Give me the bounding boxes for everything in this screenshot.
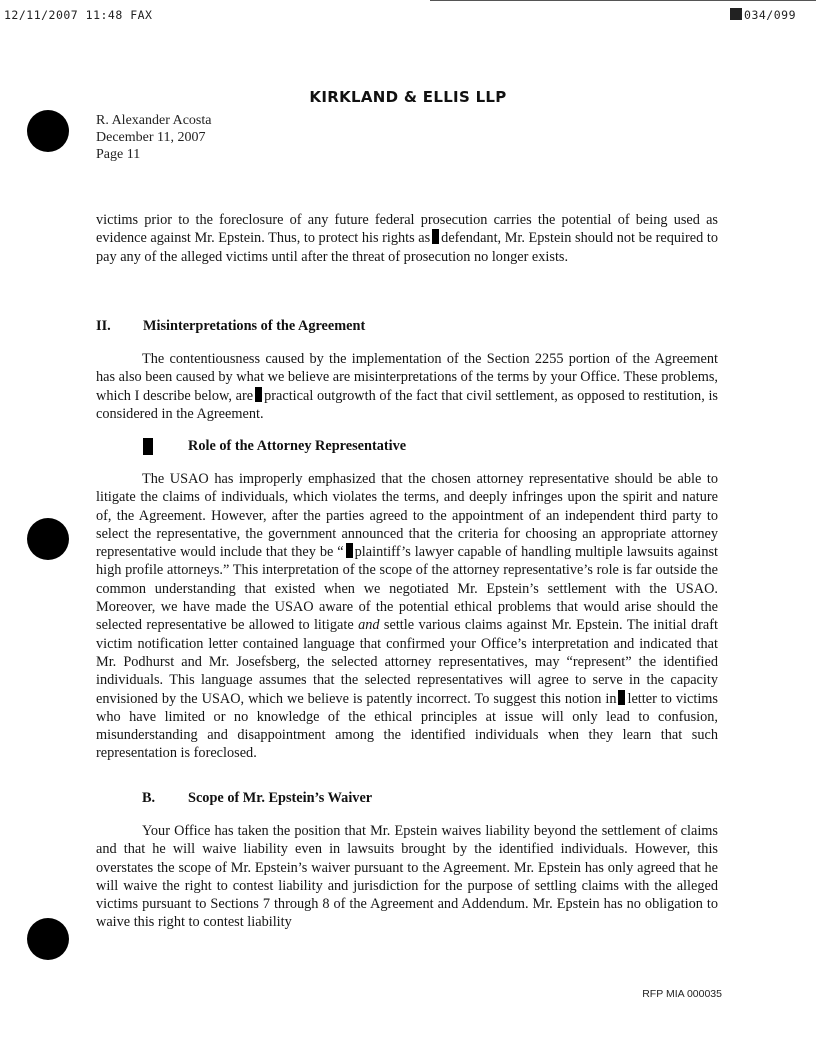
paragraph-text: plaintiff’s lawyer capable of handling multiple lawsuits against high profile attorneys.” This interpretation of the scope of the attorney representative’s role is far outside the common understanding that existed when we negotiated Mr. Epstein’s settlement with the USAO. Moreover, we have made the USAO aware of the potential ethical problems that would arise should the selected representative be allowed to litigate (96, 544, 718, 634)
section-heading-ii (96, 318, 696, 336)
fax-top-rule (430, 0, 816, 1)
subsection-number: B. (142, 790, 156, 806)
redaction-bar (255, 387, 262, 402)
address-block (96, 112, 211, 163)
section-number: II. (96, 318, 111, 334)
paragraph-text: The contentiousness caused by the implementation of the Section 2255 portion of the Agreement has also been caused by what we believe are misinterpretations of the terms by your Office. These problems, which I describe below, are (96, 351, 718, 404)
punch-hole-bottom (27, 918, 69, 960)
paragraph-continuation (96, 211, 718, 266)
recipient-name: R. Alexander Acosta (96, 113, 212, 128)
firm-letterhead: KIRKLAND & ELLIS LLP (309, 88, 507, 106)
page-number: Page 11 (96, 147, 141, 162)
fax-datetime: 12/11/2007 11:48 FAX (4, 8, 153, 22)
paragraph-text: The USAO has improperly emphasized that the chosen attorney representative should be able to litigate the claims of individuals, which violates the terms, and deeply infringes upon the spirit and nature of, the Agreement. However, after the parties agreed to the appointment of an independent third party to select the representative, the government announced that the criteria for choosing an appropriate attorney representative would include that they be “ (96, 471, 718, 561)
fax-page-count: 034/099 (730, 8, 796, 22)
redaction-bar (346, 543, 353, 558)
subsection-title: Scope of Mr. Epstein’s Waiver (188, 790, 373, 806)
punch-hole-middle (27, 518, 69, 560)
redaction-bar (618, 690, 625, 705)
redacted-subsection-letter (143, 438, 153, 455)
paragraph-text: letter to victims who have limited or no knowledge of the ethical principles at issue will only lead to confusion, misunderstanding and disappointment among the identified individuals when they learn that such representation is foreclosed. (96, 690, 718, 762)
paragraph-text: practical outgrowth of the fact that civil settlement, as opposed to restitution, is considered in the Agreement. (96, 387, 718, 422)
paragraph-attorney-representative (96, 470, 718, 763)
letter-date: December 11, 2007 (96, 130, 206, 145)
paragraph-text: settle various claims against Mr. Epstein. The initial draft victim notification letter contained language that confirmed your Office’s interpretation and indicated that Mr. Podhurst and Mr. Josefsberg, the selected attorney representatives, may “represent” the identified individuals. This language assumes that the selected representatives will agree to serve in the capacity envisioned by the USAO, which we believe is patently incorrect. To suggest this notion in (96, 617, 719, 707)
subsection-title: Role of the Attorney Representative (188, 438, 407, 454)
subsection-heading-b (142, 790, 642, 808)
redaction-bar (432, 229, 439, 244)
section-title: Misinterpretations of the Agreement (143, 318, 366, 334)
fax-icon (730, 8, 742, 20)
paragraph-misinterpretations (96, 350, 718, 423)
paragraph-waiver-scope (96, 822, 718, 932)
paragraph-text: Your Office has taken the position that Mr. Epstein waives liability beyond the settlement of claims and that he will waive liability even in lawsuits brought by the identified individuals. However, this overstates the scope of Mr. Epstein’s waiver pursuant to the Agreement. Mr. Epstein has only agreed that he will waive the right to contest liability and jurisdiction for the purpose of settling claims with the alleged victims pursuant to Sections 7 through 8 of the Agreement and Addendum. Mr. Epstein has no obligation to waive this right to contest liability (96, 823, 718, 931)
paragraph-text: defendant, Mr. Epstein should not be required to pay any of the alleged victims until after the threat of prosecution no longer exists. (96, 230, 718, 265)
emphasis-text: and (358, 617, 380, 634)
paragraph-text: victims prior to the foreclosure of any future federal prosecution carries the potential of being used as evidence against Mr. Epstein. Thus, to protect his rights as (96, 212, 718, 247)
punch-hole-top (27, 110, 69, 152)
bates-number: RFP MIA 000035 (642, 988, 722, 1000)
